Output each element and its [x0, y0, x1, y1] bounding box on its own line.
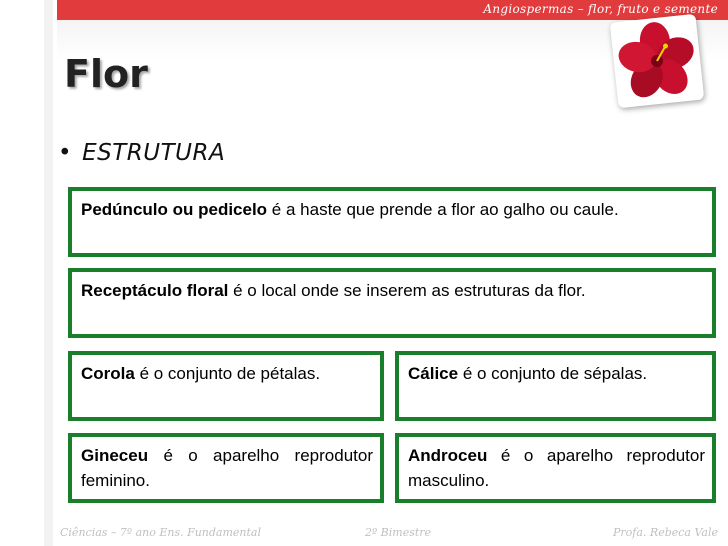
definition-term: Gineceu: [81, 446, 149, 465]
definition-term: Pedúnculo ou pedicelo: [81, 200, 268, 219]
bullet-estrutura: [58, 140, 225, 166]
slide-title: Flor: [64, 52, 148, 96]
definition-text: é o conjunto de sépalas.: [458, 364, 648, 383]
definition-box-peduncle: [68, 187, 716, 257]
banner-text: Angiospermas – flor, fruto e semente: [483, 2, 718, 16]
definition-box-corolla: [68, 351, 384, 421]
definition-term: Androceu: [408, 446, 488, 465]
bullet-text: ESTRUTURA: [82, 140, 226, 166]
definition-box-receptacle: [68, 268, 716, 338]
definition-term: Corola: [81, 364, 135, 383]
definition-box-gynoecium: [68, 433, 384, 503]
definition-box-calyx: [395, 351, 716, 421]
header-banner: [57, 0, 728, 20]
footer-term: 2º Bimestre: [365, 526, 432, 539]
definition-text: é o aparelho reprodutor masculino.: [408, 446, 705, 490]
flower-image: [610, 14, 705, 109]
footer-teacher: Profa. Rebeca Vale: [613, 526, 718, 539]
definition-text: é a haste que prende a flor ao galho ou caule.: [267, 200, 619, 219]
definition-text: é o conjunto de pétalas.: [134, 364, 321, 383]
bullet-symbol: •: [58, 140, 73, 166]
definition-term: Cálice: [408, 364, 459, 383]
definition-text: é o aparelho reprodutor feminino.: [81, 446, 373, 490]
hibiscus-flower-icon: [610, 14, 705, 109]
definition-box-androecium: [395, 433, 716, 503]
left-stripe: [44, 0, 53, 546]
left-margin: [0, 0, 44, 546]
definition-term: Receptáculo floral: [81, 281, 229, 300]
footer-course: Ciências – 7º ano Ens. Fundamental: [60, 526, 262, 539]
definition-text: é o local onde se inserem as estruturas da flor.: [228, 281, 586, 300]
